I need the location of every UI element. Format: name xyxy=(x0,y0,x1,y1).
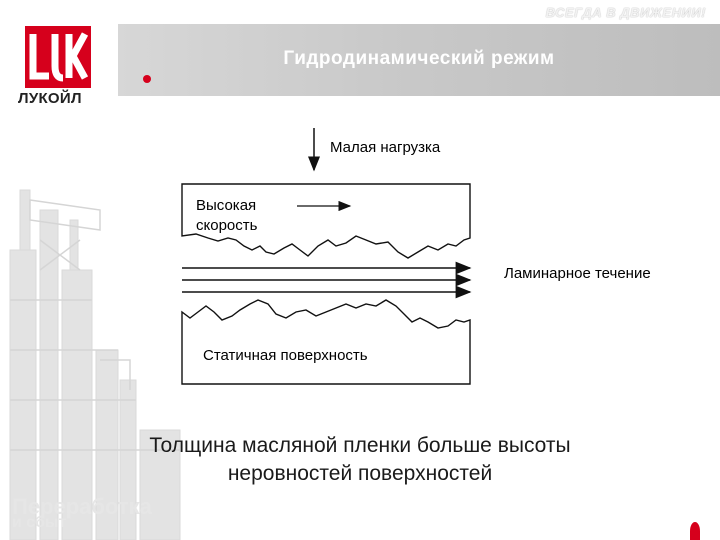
lower-surface xyxy=(182,300,470,384)
brand-line-2: и сбыт xyxy=(12,514,67,531)
laminar-flow-arrows xyxy=(182,268,470,292)
conclusion-line1: Толщина масляной пленки больше высоты xyxy=(149,434,571,457)
conclusion-line2: неровностей поверхностей xyxy=(227,462,493,485)
speed-label-line1: Высокая xyxy=(196,197,257,214)
load-label: Малая нагрузка xyxy=(330,139,441,156)
surface-label: Статичная поверхность xyxy=(203,347,368,364)
logo-wordmark: ЛУКОЙЛ xyxy=(18,90,82,107)
slogan-text: ВСЕГДА В ДВИЖЕНИИ! xyxy=(545,5,706,20)
brand-line-1: Переработка xyxy=(12,494,152,519)
page-title: Гидродинамический режим xyxy=(283,48,555,69)
conclusion-text xyxy=(100,432,620,488)
speed-label-line2: скорость xyxy=(196,217,258,234)
accent-dot-bottom xyxy=(690,522,700,540)
flow-label: Ламинарное течение xyxy=(504,265,651,282)
